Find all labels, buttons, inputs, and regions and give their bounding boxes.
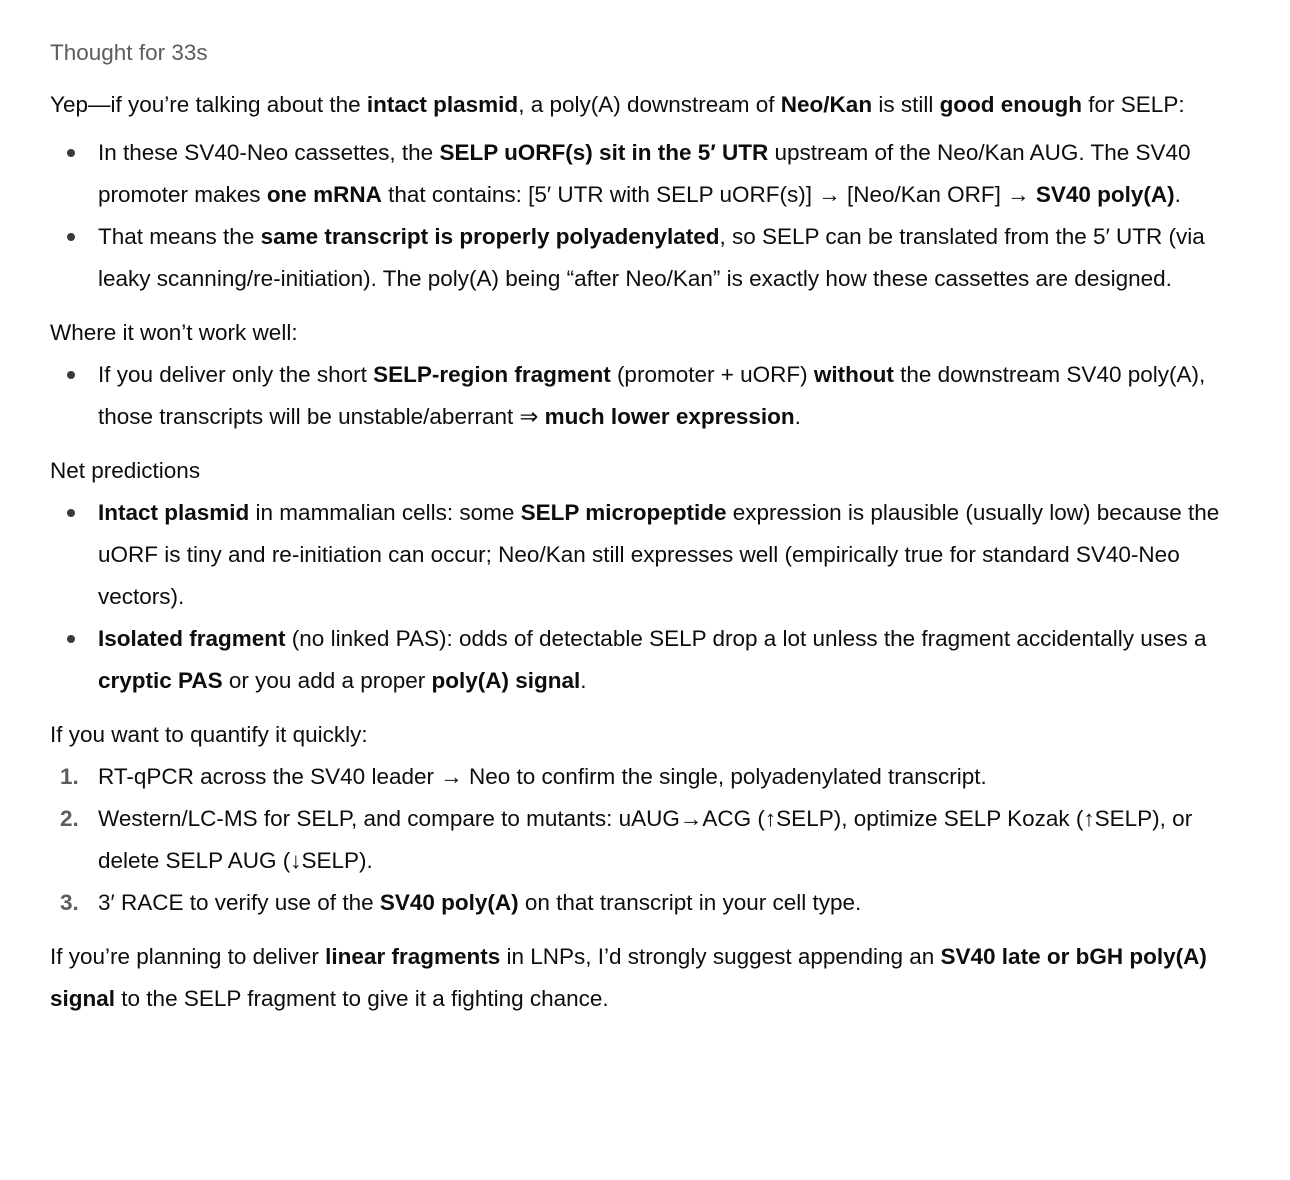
- list-item: 1. RT-qPCR across the SV40 leader → Neo to confirm the single, polyadenylated transcript.: [50, 756, 1230, 798]
- list-item: If you deliver only the short SELP-region fragment (promoter + uORF) without the downstream SV40 poly(A), those transcripts will be unstable/aberrant ⇒ much lower expression.: [50, 354, 1230, 438]
- limitation-bullet-list: [50, 354, 1230, 438]
- intro-paragraph: Yep—if you’re talking about the intact plasmid, a poly(A) downstream of Neo/Kan is still good enough for SELP:: [50, 92, 1185, 117]
- quantify-heading: If you want to quantify it quickly:: [50, 722, 368, 747]
- closing-paragraph: If you’re planning to deliver linear fragments in LNPs, I’d strongly suggest appending an SV40 late or bGH poly(A) signal to the SELP fragment to give it a fighting chance.: [50, 944, 1207, 1011]
- list-number: 2.: [60, 806, 79, 831]
- list-item: 3. 3′ RACE to verify use of the SV40 poly(A) on that transcript in your cell type.: [50, 882, 1230, 924]
- list-item: In these SV40-Neo cassettes, the SELP uORF(s) sit in the 5′ UTR upstream of the Neo/Kan AUG. The SV40 promoter makes one mRNA that contains: [5′ UTR with SELP uORF(s)] → [Neo/Kan ORF] → SV40 poly(A).: [50, 132, 1230, 216]
- list-item: Isolated fragment (no linked PAS): odds of detectable SELP drop a lot unless the fragment accidentally uses a cryptic PAS or you add a proper poly(A) signal.: [50, 618, 1230, 702]
- list-item: 2. Western/LC-MS for SELP, and compare to mutants: uAUG→ACG (↑SELP), optimize SELP Kozak (↑SELP), or delete SELP AUG (↓SELP).: [50, 798, 1230, 882]
- thought-duration-toggle[interactable]: Thought for 33s: [50, 40, 208, 65]
- where-heading: Where it won’t work well:: [50, 320, 298, 345]
- list-number: 3.: [60, 890, 79, 915]
- assistant-message: [50, 34, 1230, 1026]
- cassette-bullet-list: [50, 132, 1230, 300]
- predictions-bullet-list: [50, 492, 1230, 702]
- net-predictions-heading: Net predictions: [50, 458, 201, 483]
- list-item: That means the same transcript is properly polyadenylated, so SELP can be translated from the 5′ UTR (via leaky scanning/re-initiation). The poly(A) being “after Neo/Kan” is exactly how these cassettes are designed.: [50, 216, 1230, 300]
- list-number: 1.: [60, 764, 79, 789]
- list-item: Intact plasmid in mammalian cells: some SELP micropeptide expression is plausible (usually low) because the uORF is tiny and re-initiation can occur; Neo/Kan still expresses well (empirically true for standard SV40-Neo vectors).: [50, 492, 1230, 618]
- quantify-steps-list: [50, 756, 1230, 924]
